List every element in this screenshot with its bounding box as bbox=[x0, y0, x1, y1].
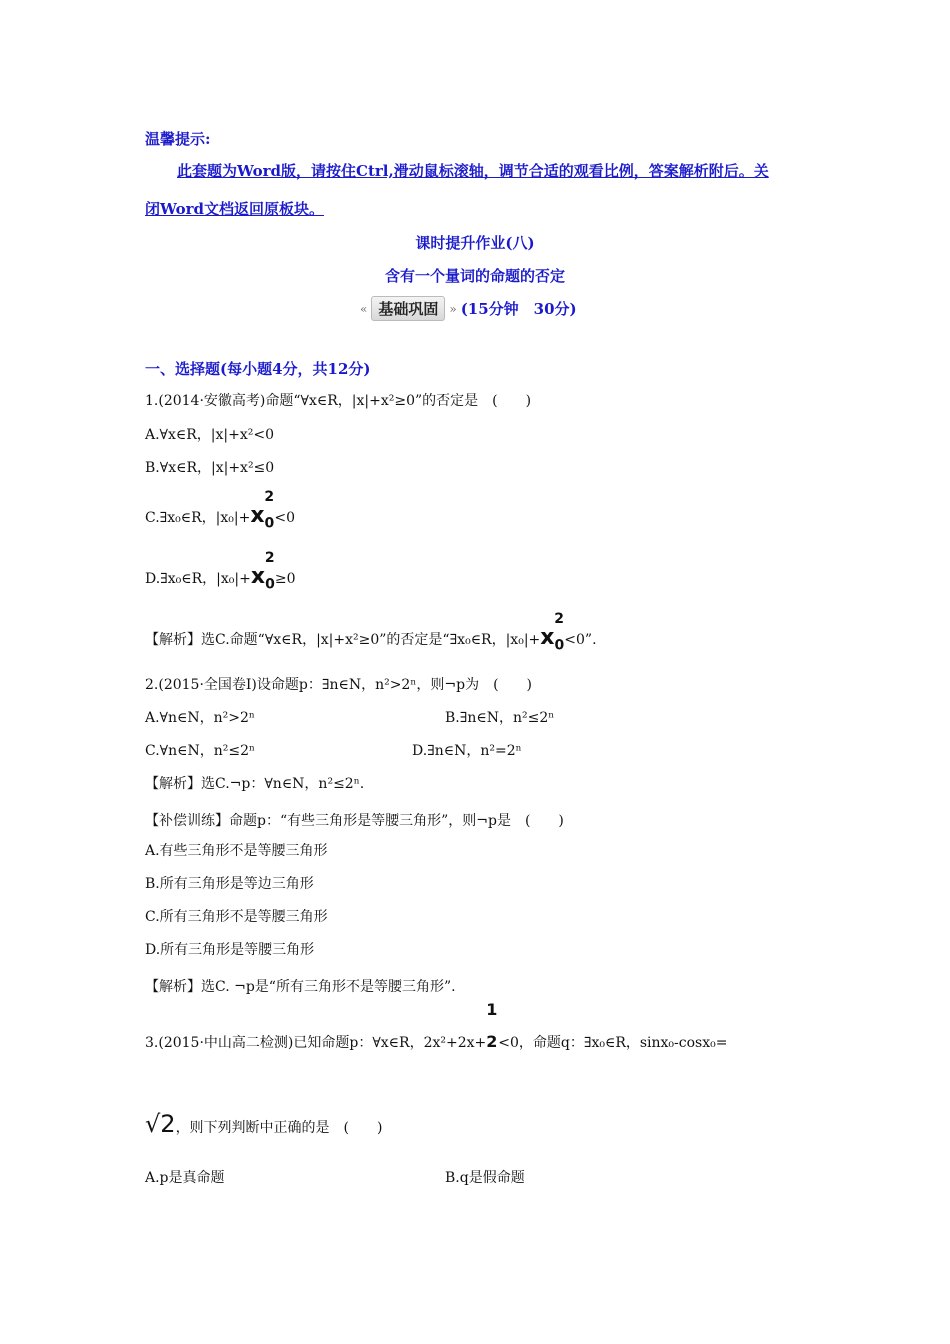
q3-stem-pre: 3.(2015·中山高二检测)已知命题p：∀x∈R，2x²+2x+ bbox=[145, 1035, 487, 1051]
bc-label: 【补偿训练】 bbox=[145, 813, 229, 829]
q1-option-c bbox=[145, 489, 295, 532]
answer-label: 【解析】 bbox=[145, 776, 201, 792]
q3-stem-line2 bbox=[145, 1110, 383, 1138]
q1-option-d-pre: D.∃x₀∈R，|x₀|+ bbox=[145, 571, 251, 587]
q3-option-b: B.q是假命题 bbox=[445, 1170, 525, 1186]
q1-answer bbox=[145, 611, 597, 654]
q1-option-d bbox=[145, 550, 296, 593]
q1-answer-pre: 选C.命题“∀x∈R，|x|+x²≥0”的否定是“∃x₀∈R，|x₀|+ bbox=[201, 632, 541, 648]
x0-squared: $x_0$ 2 bbox=[250, 489, 275, 532]
left-quote-icon: « bbox=[360, 301, 368, 316]
right-quote-icon: » bbox=[449, 301, 457, 316]
q2-answer-text: 选C.¬p：∀n∈N，n²≤2ⁿ. bbox=[201, 776, 365, 792]
fraction-numerator: 1 bbox=[486, 1000, 498, 1019]
tip-line-1: 此套题为Word版，请按住Ctrl,滑动鼠标滚轴，调节合适的观看比例，答案解析附后。关 bbox=[177, 162, 769, 180]
sqrt-two: √2 bbox=[145, 1110, 176, 1138]
x0-squared: $x_0$ 2 bbox=[250, 550, 275, 593]
bc-option-b: B.所有三角形是等边三角形 bbox=[145, 876, 314, 892]
section-badge-row bbox=[360, 296, 577, 321]
page-subtitle: 含有一个量词的命题的否定 bbox=[384, 267, 565, 285]
q2-option-c: C.∀n∈N，n²≤2ⁿ bbox=[145, 743, 256, 759]
q3-option-a: A.p是真命题 bbox=[145, 1170, 225, 1186]
page-title: 课时提升作业(八) bbox=[415, 234, 535, 252]
q2-option-a: A.∀n∈N，n²>2ⁿ bbox=[145, 710, 255, 726]
bc-answer bbox=[145, 976, 456, 996]
bc-stem-text: 命题p：“有些三角形是等腰三角形”，则¬p是 ( ) bbox=[229, 813, 564, 829]
bc-option-a: A.有些三角形不是等腰三角形 bbox=[145, 843, 328, 859]
answer-label: 【解析】 bbox=[145, 632, 201, 648]
fraction-denominator: 2 bbox=[486, 1032, 498, 1051]
answer-label: 【解析】 bbox=[145, 979, 201, 995]
q3-stem-post: <0，命题q：∃x₀∈R，sinx₀-cosx₀= bbox=[498, 1035, 728, 1051]
tip-title: 温馨提示: bbox=[145, 130, 211, 148]
x0-squared: $x_0$ 2 bbox=[540, 611, 565, 654]
bc-option-c: C.所有三角形不是等腰三角形 bbox=[145, 909, 328, 925]
bc-stem bbox=[145, 810, 564, 830]
q1-option-a: A.∀x∈R，|x|+x²<0 bbox=[145, 427, 275, 443]
bc-option-d: D.所有三角形是等腰三角形 bbox=[145, 942, 315, 958]
timing-label: (15分钟 30分) bbox=[460, 300, 577, 318]
basic-badge: 基础巩固 bbox=[371, 296, 445, 321]
q3-stem bbox=[145, 1000, 728, 1052]
section-heading: 一、选择题(每小题4分，共12分) bbox=[145, 360, 371, 378]
tip-line-2[interactable]: 闭Word文档返回原板块。 bbox=[145, 200, 325, 218]
q1-option-b: B.∀x∈R，|x|+x²≤0 bbox=[145, 460, 275, 476]
q2-option-b: B.∃n∈N，n²≤2ⁿ bbox=[445, 710, 555, 726]
q3-line2-text: ，则下列判断中正确的是 ( ) bbox=[175, 1120, 383, 1136]
q1-answer-post: <0”. bbox=[564, 632, 597, 648]
one-half-fraction bbox=[486, 1000, 498, 1051]
q2-answer bbox=[145, 773, 364, 793]
q2-stem: 2.(2015·全国卷Ⅰ)设命题p：∃n∈N，n²>2ⁿ，则¬p为 ( ) bbox=[145, 677, 533, 693]
q1-option-d-post: ≥0 bbox=[274, 571, 296, 587]
q2-option-d: D.∃n∈N，n²=2ⁿ bbox=[412, 743, 522, 759]
q1-option-c-pre: C.∃x₀∈R，|x₀|+ bbox=[145, 510, 251, 526]
q1-stem: 1.(2014·安徽高考)命题“∀x∈R，|x|+x²≥0”的否定是 ( ) bbox=[145, 393, 532, 409]
q1-option-c-post: <0 bbox=[274, 510, 295, 526]
bc-answer-text: 选C. ¬p是“所有三角形不是等腰三角形”. bbox=[201, 979, 456, 995]
